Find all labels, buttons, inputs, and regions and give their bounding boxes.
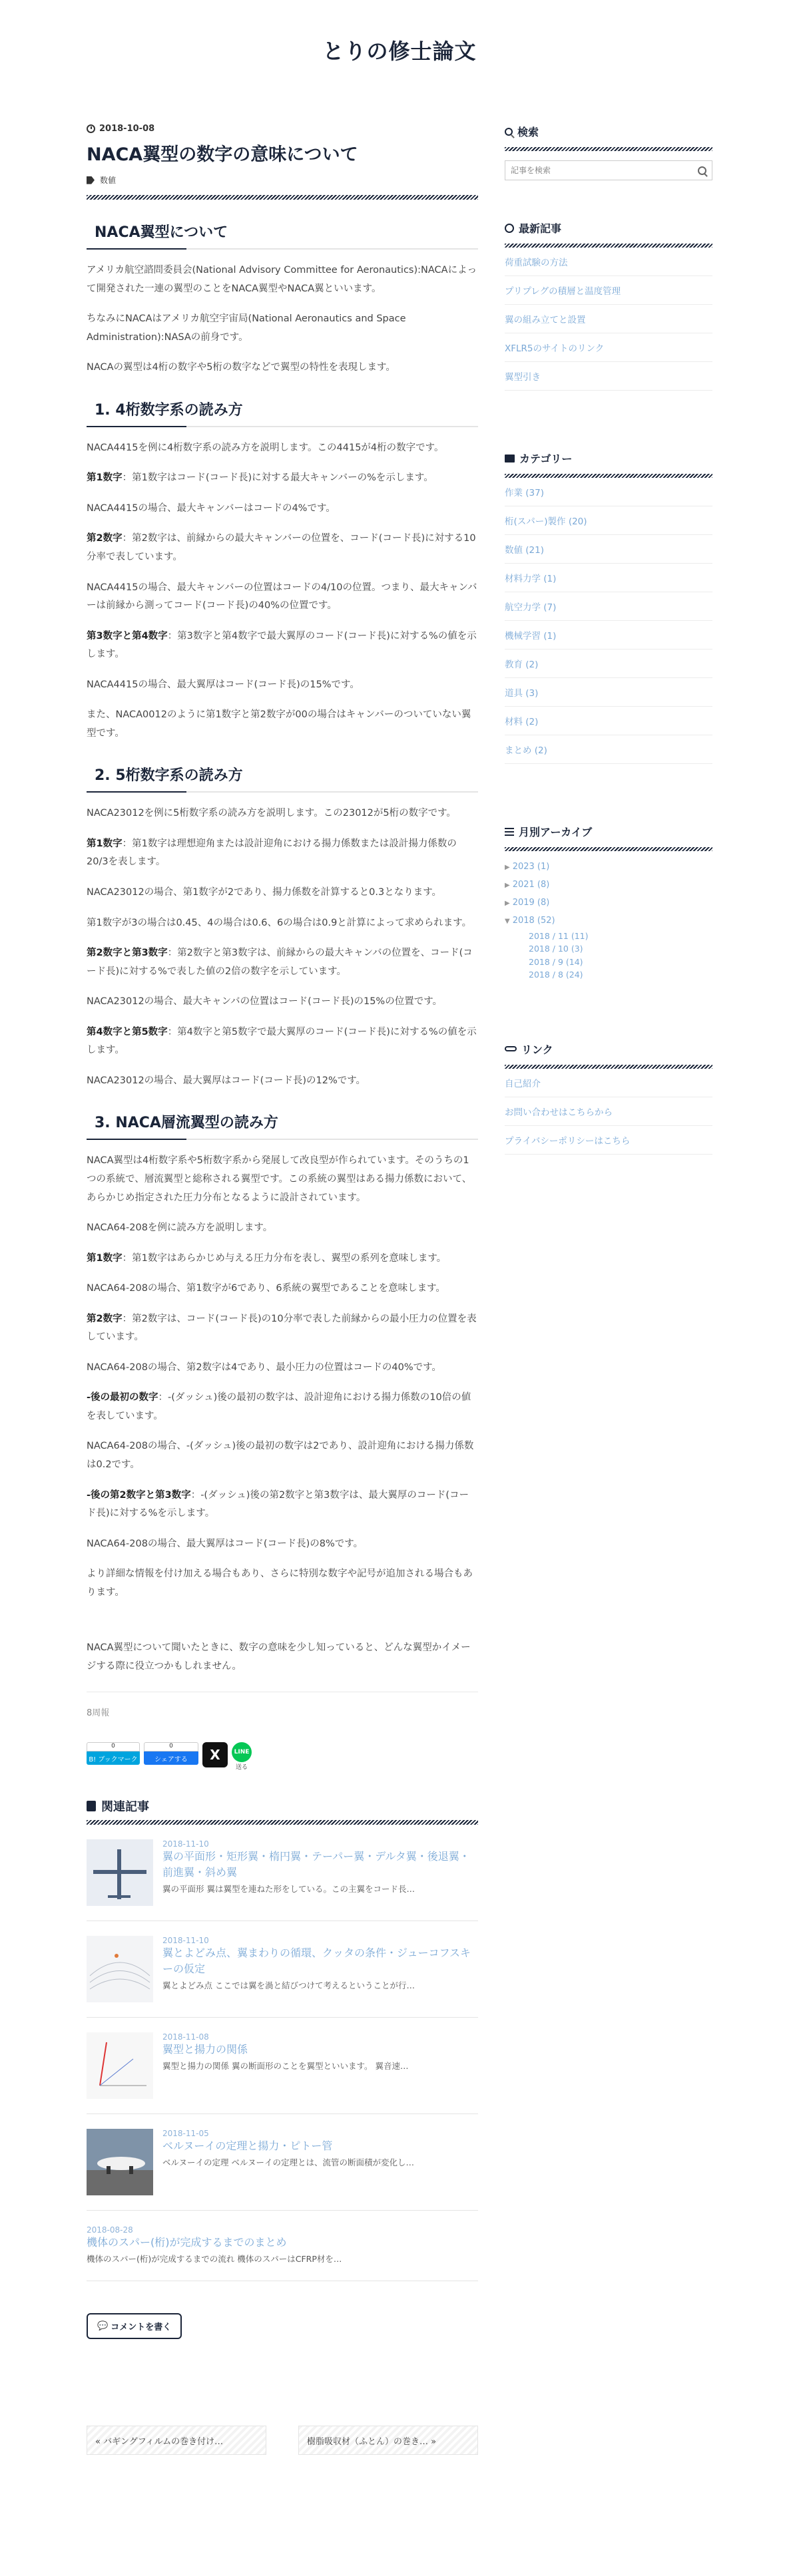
archive-heading [505,824,712,839]
body-paragraph [87,310,478,347]
category-module [505,451,712,764]
body-paragraph [87,439,478,458]
category-link[interactable]: 道具 (3) [505,678,712,707]
category-link[interactable]: まとめ (2) [505,735,712,764]
body-paragraph [87,359,478,377]
search-heading [505,124,712,139]
archive-months [505,930,712,982]
related-item[interactable] [87,2114,478,2211]
related-excerpt: 翼の平面形 翼は翼型を連ねた形をしている。この主翼をコード長… [162,1884,415,1895]
related-date: 2018-11-05 [162,2129,209,2139]
clock-icon [87,124,95,133]
paragraph-text: ちなみにNACAはアメリカ航空宇宙局(National Aeronautics and Space Administration):NASAの前身です。 [87,313,406,343]
archive-year-link[interactable]: 2023 (1) [512,862,550,872]
recent-entry-link[interactable]: 翼型引き [505,362,712,391]
recent-heading [505,220,712,236]
related-title[interactable]: 翼の平面形・矩形翼・楕円翼・テーパー翼・デルタ翼・後退翼・前進翼・斜め翼 [162,1850,470,1879]
next-entry-link[interactable]: 樹脂吸収材（ふとん）の巻き… » [298,2426,478,2455]
archive-heading-text: 月別アーカイブ [519,826,593,838]
related-text [162,2129,414,2195]
body-paragraph [87,1072,478,1091]
category-link[interactable]: 作業 (37) [505,478,712,506]
category-link[interactable]: 桁(スパー)製作 (20) [505,506,712,535]
sidebar-link[interactable]: 自己紹介 [505,1069,712,1097]
search-input[interactable] [511,166,677,175]
body-paragraph [87,1535,478,1554]
body-paragraph [87,500,478,518]
paragraph-text: 第1数字が3の場合は0.45、4の場合は0.6、6の場合は0.9と計算によって求められます。 [87,917,472,928]
paragraph-text: NACA64-208を例に読み方を説明します。 [87,1222,273,1234]
paragraph-text: ：第1数字はあらかじめ与える圧力分布を表し、翼型の系列を意味します。 [122,1252,447,1264]
entry-date [87,124,478,134]
recent-entry-link[interactable]: プリプレグの積層と温度管理 [505,276,712,305]
body-paragraph [87,1219,478,1238]
hatena-label: B! ブックマーク [87,1751,140,1765]
related-text [87,2225,342,2266]
sidebar-link[interactable]: お問い合わせはこちらから [505,1097,712,1126]
bold-term: 第2数字 [87,533,123,544]
entry-body [87,218,478,1602]
paragraph-text: ：-(ダッシュ)後の最初の数字は、設計迎角における揚力係数の10倍の値を表しています。 [87,1392,471,1421]
body-paragraph [87,1389,478,1425]
facebook-count: 0 [144,1742,198,1751]
paragraph-text: ：第2数字は、コード(コード長)の10分率で表した前縁からの最小圧力の位置を表しています。 [87,1313,477,1343]
clock-icon [505,224,514,233]
body-paragraph [87,1565,478,1602]
speech-bubble-icon: 💬 [97,2321,109,2332]
category-link[interactable]: 材料力学 (1) [505,564,712,592]
body-paragraph [87,914,478,933]
archive-year[interactable] [505,912,712,930]
paragraph-text: より詳細な情報を付け加える場合もあり、さらに特別な数字や記号が追加される場合もあります。 [87,1568,473,1598]
related-thumbnail[interactable] [87,2032,153,2099]
related-item[interactable] [87,2018,478,2114]
link-icon [505,1046,517,1051]
body-paragraph [87,262,478,298]
related-text [162,2032,408,2099]
paragraph-text: NACA23012の場合、最大翼厚はコード(コード長)の12%です。 [87,1075,366,1086]
bold-term: -後の第2数字と第3数字 [87,1489,191,1501]
paragraph-text: ：第3数字と第4数字で最大翼厚のコード(コード長)に対する%の値を示します。 [87,630,477,660]
triangle-right-icon[interactable]: ▶ [505,864,510,871]
bold-term: 第4数字と第5数字 [87,1026,168,1037]
archive-month-link[interactable]: 2018 / 9 (14) [529,956,583,967]
category-link[interactable]: 航空力学 (7) [505,592,712,621]
write-comment-label: コメントを書く [111,2322,172,2333]
bold-term: 第2数字 [87,1313,123,1324]
line-caption: 送る [235,1764,248,1771]
related-item[interactable] [87,1921,478,2018]
archive-month-link[interactable]: 2018 / 10 (3) [529,944,583,954]
category-link[interactable]: 機械学習 (1) [505,621,712,649]
related-heading [87,1797,478,1815]
write-comment-button[interactable] [87,2313,182,2339]
paragraph-text: アメリカ航空諮問委員会(National Advisory Committee for Aeronautics):NACAによって開発された一連の翼型のことをNACA翼型やNACA翼といいます。 [87,265,477,294]
related-heading-text: 関連記事 [101,1800,149,1815]
links-list [505,1069,712,1155]
paragraph-text: ：第1数字はコード(コード長)に対する最大キャンバーの%を示します。 [122,472,433,484]
section-heading: NACA翼型について [87,218,478,250]
prev-entry-link[interactable]: « バギングフィルムの巻き付け… [87,2426,266,2455]
related-date: 2018-11-08 [162,2032,209,2042]
paragraph-text: ：-(ダッシュ)後の第2数字と第3数字は、最大翼厚のコード(コード長)に対する%を示します。 [87,1489,469,1519]
archive-module [505,824,712,982]
related-thumbnail[interactable] [87,2129,153,2195]
title-divider [87,195,478,200]
paragraph-text: NACA64-208の場合、最大翼厚はコード(コード長)の8%です。 [87,1538,364,1549]
facebook-share-button[interactable] [144,1742,198,1765]
body-paragraph [87,805,478,823]
line-icon: LINE [232,1742,252,1762]
related-excerpt: ベルヌーイの定理 ベルヌーイの定理とは、流管の断面積が変化し… [162,2157,414,2168]
body-paragraph [87,1359,478,1378]
archive-month-link[interactable]: 2018 / 11 (11) [529,931,589,941]
related-text [162,1839,478,1906]
x-icon: X [210,1747,220,1763]
recent-module [505,220,712,391]
archive-year[interactable] [505,894,712,912]
body-paragraph [87,676,478,695]
body-paragraph [87,1280,478,1298]
related-title[interactable]: ベルヌーイの定理と揚力・ピトー管 [162,2139,333,2153]
paragraph-text: NACA23012の場合、第1数字が2であり、揚力係数を計算すると0.3となります。 [87,887,442,898]
body-paragraph [87,1310,478,1347]
entry-footer-note: 8周報 [87,1708,110,1719]
related-title[interactable]: 翼とよどみ点、翼まわりの循環、クッタの条件・ジューコフスキーの仮定 [162,1946,471,1976]
entry-categories [87,174,478,186]
related-excerpt: 翼型と揚力の関係 翼の断面形のことを翼型といいます。 翼音速… [162,2061,409,2072]
body-paragraph [87,1487,478,1523]
body-paragraph [87,706,478,743]
paragraph-text: NACA4415の場合、最大キャンバーの位置はコードの4/10の位置。つまり、最大キャンバーは前縁から測ってコード(コード長)の40%の位置です。 [87,582,477,612]
related-item[interactable] [87,1825,478,1921]
related-title[interactable]: 翼型と揚力の関係 [162,2043,248,2056]
paragraph-text: NACA23012を例に5桁数字系の読み方を説明します。この23012が5桁の数字です。 [87,808,456,819]
search-divider [505,147,712,151]
body-paragraph [87,1250,478,1268]
related-date: 2018-08-28 [87,2225,133,2235]
book-icon [87,1801,96,1811]
paragraph-text: NACA64-208の場合、第1数字が6であり、6系統の翼型であることを意味します。 [87,1283,445,1294]
body-paragraph [87,628,478,664]
links-heading-text: リンク [521,1043,553,1056]
related-excerpt: 翼とよどみ点 ここでは翼を渦と結びつけて考えるということが行… [162,1980,415,1991]
paragraph-text: NACA4415を例に4桁数字系の読み方を説明します。この4415が4桁の数字です。 [87,442,444,453]
facebook-label: シェアする [144,1751,198,1765]
category-link[interactable]: 数値 (21) [505,535,712,564]
archive-year[interactable] [505,858,712,876]
paragraph-text: NACA翼型は4桁数字系や5桁数字系から発展して改良型が作られています。そのうちの1つの系統で、層流翼型と総称される翼型です。この系統の翼型はある揚力係数において、あらかじめ指定された圧力分布となるように設計されています。 [87,1155,472,1203]
related-item[interactable] [87,2211,478,2281]
links-heading [505,1041,712,1057]
category-list [505,478,712,764]
related-divider [87,1820,478,1825]
recent-list [505,248,712,391]
related-date: 2018-11-10 [162,1839,209,1849]
related-text [162,1936,478,2002]
body-paragraph [87,993,478,1012]
triangle-right-icon[interactable]: ▶ [505,882,510,889]
folder-icon [505,455,515,462]
links-module [505,1041,712,1155]
entry-date-text: 2018-10-08 [99,124,155,134]
bold-term: 第1数字 [87,1252,123,1264]
body-paragraph [87,1437,478,1474]
paragraph-text: また、NACA0012のように第1数字と第2数字が00の場合はキャンバーのついていない翼型です。 [87,709,471,739]
main-content [87,124,478,2455]
bold-term: 第1数字 [87,838,123,849]
archive-year[interactable] [505,876,712,894]
bold-term: 第3数字と第4数字 [87,630,168,642]
related-title[interactable]: 機体のスパー(桁)が完成するまでのまとめ [87,2236,287,2249]
sidebar [505,124,712,1214]
related-date: 2018-11-10 [162,1936,209,1946]
section-heading: 3. NACA層流翼型の読み方 [87,1109,478,1140]
paragraph-text: ：第1数字は理想迎角または設計迎角における揚力係数または設計揚力係数の20/3を表します。 [87,838,457,868]
body-paragraph [87,1023,478,1060]
hatena-bookmark-button[interactable] [87,1742,140,1765]
category-heading-text: カテゴリー [519,453,573,465]
body-paragraph [87,579,478,616]
bold-term: -後の最初の数字 [87,1392,158,1403]
bold-term: 第1数字 [87,472,123,484]
paragraph-text: NACA64-208の場合、第2数字は4であり、最小圧力の位置はコードの40%です。 [87,1362,441,1373]
body-paragraph [87,884,478,902]
search-icon [505,128,513,136]
line-share-button[interactable] [232,1742,252,1771]
paragraph-text: ：第2数字は、前縁からの最大キャンバーの位置を、コード(コード長)に対する10分率で表しています。 [87,533,476,563]
archive-year-link[interactable]: 2021 (8) [512,880,550,890]
body-paragraph [87,469,478,488]
section-heading: 1. 4桁数字系の読み方 [87,396,478,427]
related-list [87,1825,478,2281]
recent-entry-link[interactable]: 翼の組み立てと設置 [505,305,712,333]
calendar-list-icon [505,828,514,836]
entry-title[interactable]: NACA翼型の数字の意味について [87,144,358,165]
paragraph-text: NACA4415の場合、最大キャンバーはコードの4%です。 [87,502,336,514]
recent-heading-text: 最新記事 [519,222,562,235]
section-heading: 2. 5桁数字系の読み方 [87,761,478,793]
search-box [505,160,712,180]
body-paragraph [87,530,478,566]
pager [87,2426,478,2455]
related-thumbnail[interactable] [87,1936,153,2002]
paragraph-text: ：第4数字と第5数字で最大翼厚のコード(コード長)に対する%の値を示します。 [87,1026,477,1056]
archive-list [505,858,712,982]
paragraph-text: NACA64-208の場合、-(ダッシュ)後の最初の数字は2であり、設計迎角における揚力係数は0.2です。 [87,1441,474,1470]
category-link[interactable]: 材料 (2) [505,707,712,735]
related-thumbnail[interactable] [87,1839,153,1906]
paragraph-text: ：第2数字と第3数字は、前縁からの最大キャンバの位置を、コード(コード長)に対する%で表した値の2倍の数字を示しています。 [87,948,473,977]
x-share-button[interactable] [202,1742,228,1767]
search-submit-icon[interactable] [698,166,706,175]
paragraph-text: NACA23012の場合、最大キャンバの位置はコード(コード長)の15%の位置です。 [87,996,443,1008]
category-link[interactable]: 教育 (2) [505,649,712,678]
search-heading-text: 検索 [517,126,539,138]
bold-term: 第2数字と第3数字 [87,948,168,959]
share-buttons [87,1742,478,1771]
tag-icon [87,176,95,184]
hatena-count: 0 [87,1742,140,1751]
body-paragraph [87,944,478,981]
body-paragraph [87,1152,478,1207]
paragraph-text: NACA4415の場合、最大翼厚はコード(コード長)の15%です。 [87,679,360,690]
recent-entry-link[interactable]: XFLR5のサイトのリンク [505,333,712,362]
site-title[interactable]: とりの修士論文 [322,39,477,64]
triangle-right-icon[interactable]: ▶ [505,900,510,907]
category-heading [505,451,712,466]
related-excerpt: 機体のスパー(桁)が完成するまでの流れ 機体のスパーはCFRP材を… [87,2254,342,2265]
recent-entry-link[interactable]: 荷重試験の方法 [505,248,712,276]
entry-category-link[interactable]: 数値 [100,176,117,186]
paragraph-text: NACAの翼型は4桁の数字や5桁の数字などで翼型の特性を表現します。 [87,362,396,373]
search-module [505,124,712,180]
triangle-down-icon[interactable]: ▼ [505,918,510,925]
archive-year-link[interactable]: 2019 (8) [512,898,550,908]
closing-paragraph: NACA翼型について聞いたときに、数字の意味を少し知っていると、どんな翼型かイメージする際に役立つかもしれません。 [87,1642,471,1672]
sidebar-link[interactable]: プライバシーポリシーはこちら [505,1126,712,1155]
archive-year-link[interactable]: 2018 (52) [512,916,555,926]
archive-month-link[interactable]: 2018 / 8 (24) [529,970,583,980]
body-paragraph [87,835,478,872]
archive-divider [505,847,712,851]
site-header [0,0,799,100]
